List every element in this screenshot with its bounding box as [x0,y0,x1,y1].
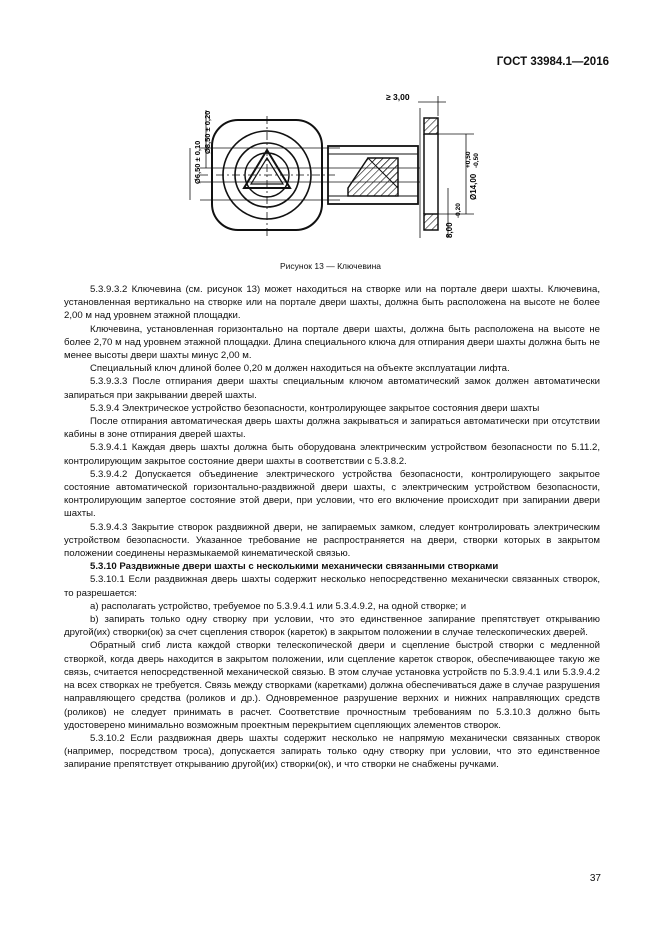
document-body [64,283,600,772]
dim-d2: Ø6,50 ± 0,10 [193,140,202,184]
paragraph: Специальный ключ длиной более 0,20 м должен находиться на объекте эксплуатации лифта. [90,363,510,375]
dim-tol-up: +0,50 [465,151,472,168]
dim-depth: 8,00 [445,222,454,238]
dim-d1: Ø8,50 ± 0,20 [203,110,212,154]
paragraph: 5.3.9.3.3 После отпирания двери шахты специальным ключом автоматический замок должен автоматически запираться при закрывании дверей шахты. [64,376,600,401]
plate-top [424,118,438,134]
paragraph: 5.3.10.1 Если раздвижная дверь шахты содержит несколько непосредственно механически связанных створок, то разрешается: [64,574,600,599]
paragraph: 5.3.9.4.1 Каждая дверь шахты должна быть оборудована электрическим устройством безопасности по 5.11.2, контролирующим закрытое состояние двери шахты в соответствии с 5.3.8.2. [64,442,600,467]
paragraph: 5.3.9.4.3 Закрытие створок раздвижной двери, не запираемых замком, следует контролировать электрическим устройством безопасности. Указанное требование не распространяется на двери, створки которых в закрытом положении соединены неразмыкаемой кинематической связью. [64,521,600,560]
dim-top-gap: ≥ 3,00 [386,92,410,102]
figure-caption: Рисунок 13 — Ключевина [279,261,382,271]
paragraph: 5.3.9.4 Электрическое устройство безопасности, контролирующее закрытое состояния двери шахты [90,402,540,414]
paragraph: Обратный сгиб листа каждой створки телескопической двери и сцепление быстрой створки с медленной створкой, когда дверь находится в закрытом положении, или сцепление кареток створок, обеспечивающее такую же связь, считается непосредственной механической связью. В этом случае установка устройств по 5.3.9.4.1 или 5.3.9.4.2 на всех створках не требуется. Связь между створками (каретками) должна обеспечиваться даже в случае разрушения направляющего средства (роликов и др.). Одновременное разрушение верхних и нижних направляющих средств (роликов) не следует принимать в расчет. Соответствие прочностным требованиям по 5.3.10.3 должно быть удостоверено минимально возможным проектным перекрытием сцепляющих элементов створок. [64,640,600,731]
paragraph: 5.3.9.4.2 Допускается объединение электрического устройства безопасности, контролирующего закрытое состояние автоматической горизонтально-раздвижной двери шахты, с электрическим устройством безопасности, контролирующим запертое состояние этой двери, при условии, что его включение происходит при запирании двери шахты. [64,468,600,520]
keyhole-drawing [170,88,490,256]
plate-bottom [424,214,438,230]
page-number: 37 [589,873,601,884]
dim-depth-tol: -0,20 [455,203,462,218]
paragraph: 5.3.9.3.2 Ключевина (см. рисунок 13) может находиться на створке или на портале двери шахты. Ключевина, установленная вертикально на створке или на портале двери шахты, должна быть расположена на высоте не более 2,00 м над уровнем этажной площадки. [64,284,600,322]
paragraph: После отпирания автоматическая дверь шахты должна закрываться и запираться автоматически при отсутствии кабины в зоне отпирания дверей шахты. [64,416,600,441]
dim-d3: Ø14,00 [469,173,478,200]
section-heading: 5.3.10 Раздвижные двери шахты с несколькими механически связанными створками [90,561,499,573]
list-item: а) располагать устройство, требуемое по 5.3.9.4.1 или 5.3.4.9.2, на одной створке; и [90,600,467,612]
document-standard-header: ГОСТ 33984.1—2016 [496,56,609,68]
dim-tol-dn: -0,50 [473,153,480,168]
paragraph: 5.3.10.2 Если раздвижная дверь шахты содержит несколько не напрямую механически связанных створок (например, посредством троса), допускается запирать только одну створку при условии, что это единственное запирание препятствует открыванию другой(их) створки(ок), и что створки не снабжены ручками. [64,732,600,771]
paragraph: Ключевина, установленная горизонтально на портале двери шахты, должна быть расположена на высоте не более 2,70 м над уровнем этажной площадки. Длина специального ключа для отпирания двери шахты должна быть не менее высоты двери шахты минус 2,00 м. [64,323,600,362]
list-item: b) запирать только одну створку при условии, что это единственное запирание препятствует открыванию другой(их) створки(ок) за счет сцепления створок (кареток) в закрытом положении в случае телескопических дверей. [64,614,600,639]
